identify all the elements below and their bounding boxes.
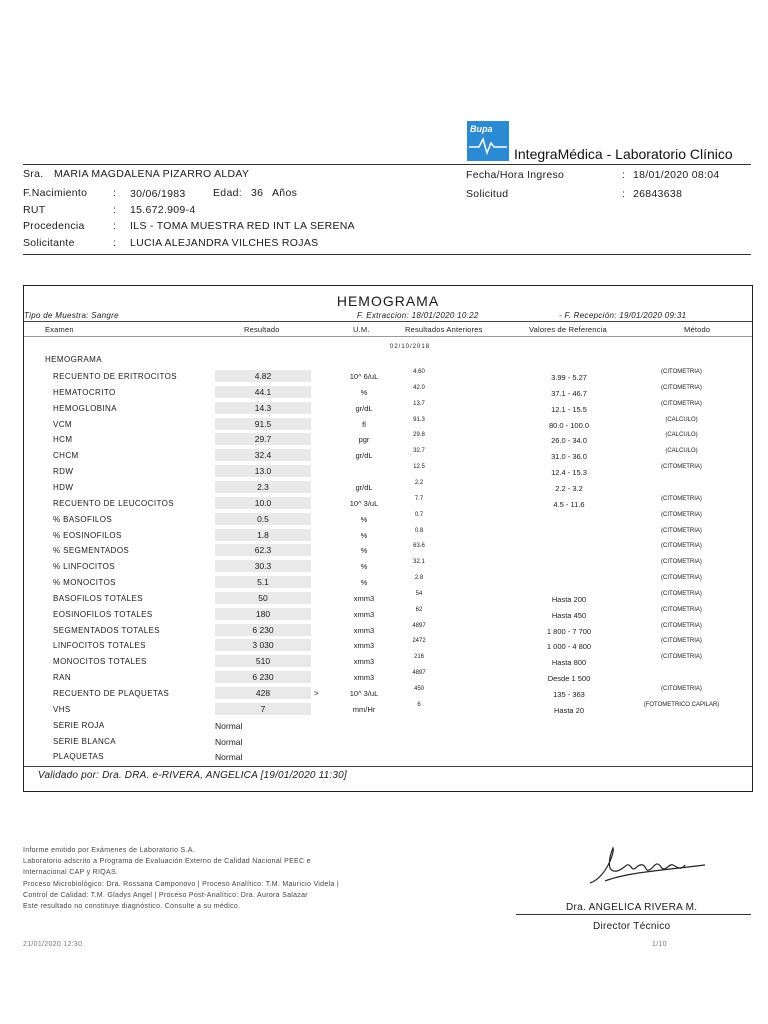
previous-result: 2.2 [414, 479, 424, 486]
reference-range: 80.0 - 100.0 [548, 420, 590, 430]
reference-range: 12.4 - 15.3 [551, 468, 587, 478]
result-value: Normal [215, 752, 243, 763]
method: (CITOMETRIA) [661, 654, 702, 661]
previous-result: 216 [413, 654, 424, 661]
reference-range: 26.0 - 34.0 [551, 436, 587, 446]
request-label: Solicitud [466, 188, 509, 200]
method: (CITOMETRIA) [661, 527, 702, 534]
header-divider [23, 164, 751, 165]
patient-divider [23, 254, 751, 255]
unit: xmm3 [353, 657, 375, 667]
table-row [24, 433, 752, 447]
result-value: 14.3 [215, 402, 311, 414]
method: (CITOMETRIA) [661, 495, 702, 502]
result-value: 29.7 [215, 433, 311, 445]
unit: xmm3 [353, 593, 375, 603]
table-row [24, 624, 752, 638]
bupa-logo [467, 121, 509, 161]
result-value: 32.4 [215, 449, 311, 461]
result-value: Normal [215, 736, 243, 747]
reference-range: 1 000 - 4 800 [546, 642, 592, 652]
table-row [24, 608, 752, 622]
previous-result: 0.8 [414, 527, 424, 534]
table-row [24, 576, 752, 590]
table-row [24, 386, 752, 400]
reference-range: 37.1 - 46.7 [551, 388, 587, 398]
print-date: 21/01/2020 12:30 [23, 941, 83, 948]
unit: % [360, 562, 368, 572]
footer-line: Laboratorio adscrito a Programa de Evaluación Externo de Calidad Nacional PEEC e [23, 858, 311, 866]
signature [585, 843, 715, 893]
previous-result: 13.7 [413, 400, 425, 407]
previous-result: 2472 [412, 638, 426, 645]
results-panel [23, 285, 753, 792]
exam-name: RECUENTO DE PLAQUETAS [53, 689, 170, 698]
method: (CITOMETRIA) [661, 606, 702, 613]
previous-result: 62 [415, 606, 423, 613]
rut-value: 15.672.909-4 [130, 204, 196, 216]
table-row [24, 703, 752, 717]
exam-name: RAN [53, 673, 72, 683]
previous-result: 4897 [412, 670, 426, 677]
exam-name: SERIE BLANCA [53, 736, 117, 746]
result-value: 4.82 [215, 370, 311, 382]
result-value: 6 230 [215, 671, 311, 683]
previous-result: 4897 [412, 622, 426, 629]
result-value: 6 230 [215, 624, 311, 636]
reference-range: Hasta 800 [551, 658, 587, 668]
reference-range: Desde 1 500 [547, 674, 591, 684]
reference-range: Hasta 450 [551, 610, 587, 620]
reference-range: Hasta 200 [551, 594, 587, 604]
exam-name: % EOSINOFILOS [53, 530, 122, 540]
result-value: 3 030 [215, 639, 311, 651]
result-value: 0.5 [215, 513, 311, 525]
previous-result: 63.6 [413, 543, 425, 550]
col-exam: Examen [45, 325, 74, 334]
col-um: U.M. [353, 325, 370, 334]
method: (CITOMETRIA) [661, 400, 702, 407]
method: (FOTOMETRICO CAPILAR) [643, 701, 720, 708]
previous-result: 2.8 [414, 575, 424, 582]
exam-name: HEMATOCRITO [53, 387, 116, 397]
result-value: 10.0 [215, 497, 311, 509]
unit: % [360, 514, 368, 524]
method: (CITOMETRIA) [661, 686, 702, 692]
salutation: Sra. [23, 168, 44, 180]
subheader-divider [24, 321, 752, 322]
table-row [24, 735, 752, 749]
unit: 10^ 3/uL [349, 498, 379, 508]
reference-range: 4.5 - 11.6 [553, 499, 585, 509]
unit: mm/Hr [352, 704, 376, 714]
exam-name: HCM [53, 435, 73, 445]
method: (CALCULO) [665, 432, 698, 439]
result-value: 91.5 [215, 418, 311, 430]
colon: : [622, 188, 626, 200]
reference-range: 31.0 - 36.0 [551, 452, 587, 462]
method: (CALCULO) [665, 416, 698, 423]
unit: xmm3 [353, 625, 375, 635]
previous-result: 32.1 [413, 559, 425, 566]
birth-date: 30/06/1983 [130, 188, 186, 200]
result-value: 510 [215, 655, 311, 667]
colon: : [113, 237, 117, 249]
table-row [24, 513, 752, 527]
unit: pgr [358, 435, 370, 445]
table-row [24, 592, 752, 606]
table-row [24, 687, 752, 701]
page-number: 1/10 [652, 941, 667, 948]
unit: gr/dL [355, 403, 373, 413]
age-label: Edad: [213, 187, 242, 199]
result-value: 50 [215, 592, 311, 604]
result-value: 5.1 [215, 576, 311, 588]
table-row [24, 719, 752, 733]
exam-name: PLAQUETAS [53, 752, 105, 762]
signature-line [516, 914, 751, 915]
col-method: Método [684, 325, 711, 334]
unit: gr/dL [355, 451, 373, 461]
table-row [24, 560, 752, 574]
birth-label: F.Nacimiento [23, 187, 88, 199]
previous-result: 4.60 [413, 369, 425, 375]
previous-result: 6 [417, 701, 421, 708]
result-value: 428 [215, 687, 311, 699]
colon: : [622, 169, 626, 181]
unit: % [360, 530, 368, 540]
table-row [24, 671, 752, 685]
result-value: 13.0 [215, 465, 311, 477]
section-title: HEMOGRAMA [45, 355, 102, 364]
method: (CITOMETRIA) [661, 638, 702, 645]
exam-name: LINFOCITOS TOTALES [53, 641, 146, 651]
exam-name: EOSINOFILOS TOTALES [53, 609, 153, 619]
previous-result: 32.7 [413, 448, 425, 455]
exam-name: VCM [53, 419, 72, 429]
footer-line: Proceso Microbiológico: Dra. Rossana Camponovo | Proceso Analítico: T.M. Mauricio Videla | [23, 880, 339, 888]
previous-result: 42.0 [413, 384, 425, 391]
previous-result: 54 [415, 590, 423, 597]
age-value: 36 [251, 187, 264, 199]
logo-text: Bupa [470, 124, 493, 134]
footer-line: Este resultado no constituye diagnóstico. Consulte a su médico. [23, 903, 241, 910]
footer-line: Internacional CAP y RIQAS. [23, 869, 119, 877]
col-ref: Valores de Referencia [529, 325, 607, 334]
request-value: 26843638 [633, 188, 683, 200]
requester-value: LUCIA ALEJANDRA VILCHES ROJAS [130, 237, 319, 249]
signer-name: Dra. ANGELICA RIVERA M. [566, 902, 698, 913]
table-row [24, 544, 752, 558]
unit: % [360, 578, 368, 588]
lab-title: IntegraMédica - Laboratorio Clínico [514, 146, 733, 162]
patient-name: MARIA MAGDALENA PIZARRO ALDAY [54, 168, 250, 180]
table-row [24, 370, 752, 384]
table-row [24, 529, 752, 543]
reference-range: 1 800 - 7 700 [546, 626, 592, 636]
exam-name: MONOCITOS TOTALES [53, 657, 147, 667]
table-row [24, 481, 752, 495]
previous-result: 91.3 [413, 416, 425, 423]
signer-role: Director Técnico [593, 921, 671, 932]
method: (CITOMETRIA) [661, 384, 702, 391]
table-row [24, 465, 752, 479]
colon: : [113, 204, 117, 216]
prev-date: 02/10/2018 [390, 344, 431, 350]
sample-type: Tipo de Muestra: Sangre [24, 311, 119, 320]
exam-name: RDW [53, 467, 74, 477]
reference-range: Hasta 20 [553, 705, 585, 715]
origin-label: Procedencia [23, 220, 85, 232]
method: (CITOMETRIA) [661, 622, 702, 629]
exam-name: % LINFOCITOS [53, 562, 115, 572]
reference-range: 12.1 - 15.5 [551, 404, 587, 414]
method: (CITOMETRIA) [661, 369, 702, 375]
colon: : [113, 187, 117, 199]
exam-name: RECUENTO DE LEUCOCITOS [53, 498, 174, 508]
table-row [24, 402, 752, 416]
origin-value: ILS - TOMA MUESTRA RED INT LA SERENA [130, 220, 355, 232]
report-title: HEMOGRAMA [336, 293, 440, 309]
colon: : [113, 220, 117, 232]
reference-range: 3.99 - 5.27 [551, 373, 587, 382]
table-row [24, 639, 752, 653]
result-value: 1.8 [215, 529, 311, 541]
unit: xmm3 [353, 673, 375, 683]
table-row [24, 418, 752, 432]
footer-line: Control de Calidad: T.M. Gladys Angel | Proceso Post-Analítico: Dra. Aurora Salazar [23, 891, 308, 899]
exam-name: VHS [53, 704, 71, 714]
extraction-date: F. Extraccion: 18/01/2020 10:22 [357, 311, 479, 320]
footer-line: Informe emitido por Exámenes de Laboratorio S.A. [23, 847, 195, 854]
unit: xmm3 [353, 609, 375, 619]
exam-name: HEMOGLOBINA [53, 403, 117, 413]
table-row [24, 655, 752, 669]
method: (CALCULO) [665, 448, 698, 455]
method: (CITOMETRIA) [661, 590, 702, 597]
exam-name: % MONOCITOS [53, 578, 116, 588]
exam-name: CHCM [53, 451, 79, 461]
method: (CITOMETRIA) [661, 543, 702, 550]
result-value: Normal [215, 720, 243, 731]
unit: 10^ 6/uL [349, 372, 379, 381]
exam-name: HDW [53, 482, 74, 492]
result-value: 7 [215, 703, 311, 715]
entry-value: 18/01/2020 08:04 [633, 169, 720, 181]
exam-name: SEGMENTADOS TOTALES [53, 625, 161, 635]
unit: 10^ 3/uL [349, 689, 379, 698]
unit: gr/dL [355, 482, 373, 492]
entry-label: Fecha/Hora Ingreso [466, 169, 565, 181]
result-value: 180 [215, 608, 311, 620]
heartbeat-icon [469, 135, 507, 155]
previous-result: 7.7 [414, 495, 424, 502]
col-result: Resultado [244, 325, 280, 334]
exam-name: BASOFILOS TOTALES [53, 593, 143, 603]
unit: xmm3 [353, 641, 375, 651]
result-value: 44.1 [215, 386, 311, 398]
age-unit: Años [272, 187, 298, 199]
previous-result: 12.5 [413, 464, 425, 471]
method: (CITOMETRIA) [661, 559, 702, 566]
table-row [24, 497, 752, 511]
result-value: 62.3 [215, 544, 311, 556]
col-prev: Resultados Anteriores [405, 325, 483, 334]
previous-result: 29.8 [413, 432, 425, 439]
header-row-divider [24, 336, 752, 337]
reference-range: 2.2 - 3.2 [555, 483, 583, 493]
method: (CITOMETRIA) [661, 575, 702, 582]
rut-label: RUT [23, 204, 46, 216]
requester-label: Solicitante [23, 237, 75, 249]
reference-range: 135 - 363 [553, 690, 585, 699]
result-value: 2.3 [215, 481, 311, 493]
validated-by: Validado por: Dra. DRA. e-RIVERA, ANGELICA [19/01/2020 11:30] [38, 770, 347, 781]
validation-divider [24, 766, 752, 767]
unit: % [360, 387, 368, 397]
unit: fl [362, 419, 366, 429]
unit: % [360, 546, 368, 556]
reception-date: - F. Recepción: 19/01/2020 09:31 [559, 311, 687, 320]
exam-name: % SEGMENTADOS [53, 546, 130, 556]
previous-result: 450 [413, 686, 424, 692]
result-flag: > [314, 689, 319, 698]
exam-name: RECUENTO DE ERITROCITOS [53, 372, 178, 381]
table-row [24, 449, 752, 463]
exam-name: % BASOFILOS [53, 514, 113, 524]
method: (CITOMETRIA) [661, 464, 702, 471]
result-value: 30.3 [215, 560, 311, 572]
table-row [24, 750, 752, 764]
exam-name: SERIE ROJA [53, 720, 105, 730]
method: (CITOMETRIA) [661, 511, 702, 518]
previous-result: 0.7 [414, 511, 424, 518]
